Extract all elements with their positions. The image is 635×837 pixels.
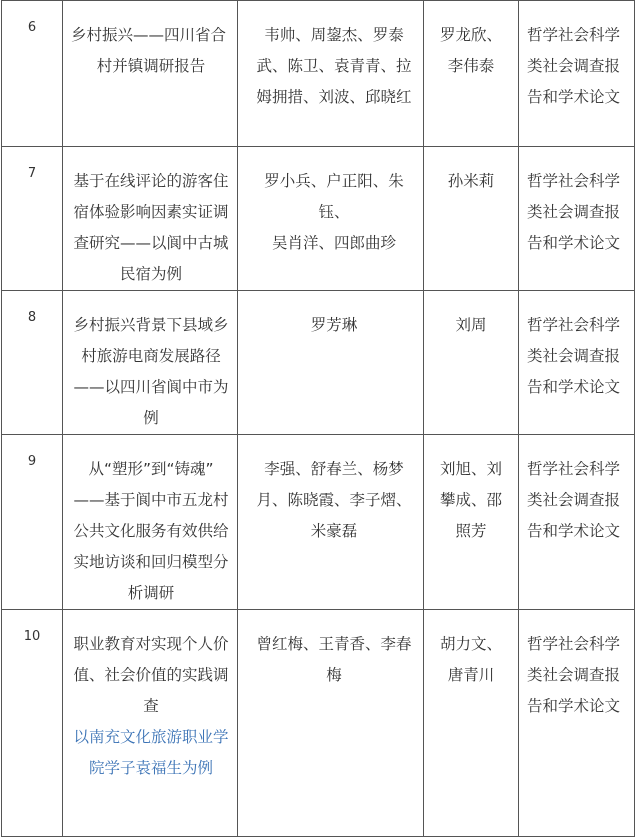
row-number: 6 (2, 1, 63, 147)
advisor-line: 刘旭、刘 (439, 460, 502, 478)
title-line: 公共文化服务有效供给 (73, 522, 229, 540)
category-line: 告和学术论文 (527, 234, 621, 252)
project-title (63, 610, 238, 837)
title-line: 查 (143, 697, 159, 715)
category-line: 哲学社会科学 (527, 635, 621, 653)
authors-line: 梅 (326, 666, 342, 684)
title-line: 职业教育对实现个人价 (73, 635, 229, 653)
title-line: 从“塑形”到“铸魂” (88, 460, 214, 478)
row-number: 7 (2, 147, 63, 291)
category-line: 类社会调查报 (527, 57, 621, 75)
title-line: 例 (143, 409, 159, 427)
advisors (424, 610, 519, 837)
awards-table (1, 0, 635, 837)
authors-line: 吴肖洋、四郎曲珍 (271, 234, 396, 252)
title-line: ——基于阆中市五龙村 (73, 491, 229, 509)
advisor-line: 孙米莉 (447, 172, 495, 190)
authors-line: 罗小兵、户正阳、朱 (264, 172, 404, 190)
advisors (424, 147, 519, 291)
advisor-line: 罗龙欣、 (439, 26, 502, 44)
category-line: 类社会调查报 (527, 666, 621, 684)
title-line: 宿体验影响因素实证调 (73, 203, 229, 221)
category (519, 1, 635, 147)
title-line: 乡村振兴背景下县域乡 (73, 316, 229, 334)
table-row (2, 291, 635, 435)
row-number: 8 (2, 291, 63, 435)
category (519, 610, 635, 837)
category-line: 哲学社会科学 (527, 316, 621, 334)
row-number: 9 (2, 435, 63, 610)
title-line: 析调研 (127, 584, 175, 602)
advisor-line: 李伟泰 (447, 57, 495, 75)
authors-line: 韦帅、周鋆杰、罗泰 (264, 26, 404, 44)
title-note-line: 以南充文化旅游职业学 (73, 728, 229, 746)
authors (238, 147, 424, 291)
category-line: 告和学术论文 (527, 378, 621, 396)
authors-line: 姆拥措、刘波、邱晓红 (256, 88, 412, 106)
title-line: 村旅游电商发展路径 (81, 347, 221, 365)
category-line: 告和学术论文 (527, 88, 621, 106)
project-title (63, 291, 238, 435)
authors (238, 1, 424, 147)
advisor-line: 照芳 (455, 522, 487, 540)
title-line: ——以四川省阆中市为 (73, 378, 229, 396)
authors (238, 291, 424, 435)
category (519, 291, 635, 435)
category-line: 告和学术论文 (527, 522, 621, 540)
advisor-line: 唐青川 (447, 666, 495, 684)
authors-line: 罗芳琳 (310, 316, 358, 334)
category (519, 435, 635, 610)
title-note-line: 院学子袁福生为例 (88, 759, 213, 777)
authors-line: 李强、舒春兰、杨梦 (264, 460, 404, 478)
title-line: 民宿为例 (119, 265, 182, 283)
advisors (424, 291, 519, 435)
category-line: 哲学社会科学 (527, 460, 621, 478)
project-title (63, 147, 238, 291)
advisor-line: 刘周 (455, 316, 487, 334)
title-line: 查研究——以阆中古城 (73, 234, 229, 252)
authors-line: 武、陈卫、袁青青、拉 (256, 57, 412, 75)
authors-line: 米豪磊 (310, 522, 358, 540)
table-row (2, 1, 635, 147)
authors (238, 610, 424, 837)
advisor-line: 攀成、邵 (439, 491, 502, 509)
authors (238, 435, 424, 610)
category-line: 类社会调查报 (527, 347, 621, 365)
category-line: 类社会调查报 (527, 203, 621, 221)
advisors (424, 435, 519, 610)
project-title (63, 1, 238, 147)
title-line: 村并镇调研报告 (96, 57, 206, 75)
advisors (424, 1, 519, 147)
authors-line: 曾红梅、王青香、李春 (256, 635, 412, 653)
title-line: 实地访谈和回归模型分 (73, 553, 229, 571)
authors-line: 钰、 (318, 203, 350, 221)
category-line: 告和学术论文 (527, 697, 621, 715)
title-line: 乡村振兴——四川省合 (71, 26, 227, 44)
project-title (63, 435, 238, 610)
category-line: 哲学社会科学 (527, 172, 621, 190)
category-line: 哲学社会科学 (527, 26, 621, 44)
table-row (2, 435, 635, 610)
row-number: 10 (2, 610, 63, 837)
category (519, 147, 635, 291)
table-row (2, 147, 635, 291)
title-line: 值、社会价值的实践调 (73, 666, 229, 684)
category-line: 类社会调查报 (527, 491, 621, 509)
table-row (2, 610, 635, 837)
title-line: 基于在线评论的游客住 (73, 172, 229, 190)
advisor-line: 胡力文、 (439, 635, 502, 653)
authors-line: 月、陈晓霞、李子熠、 (256, 491, 412, 509)
